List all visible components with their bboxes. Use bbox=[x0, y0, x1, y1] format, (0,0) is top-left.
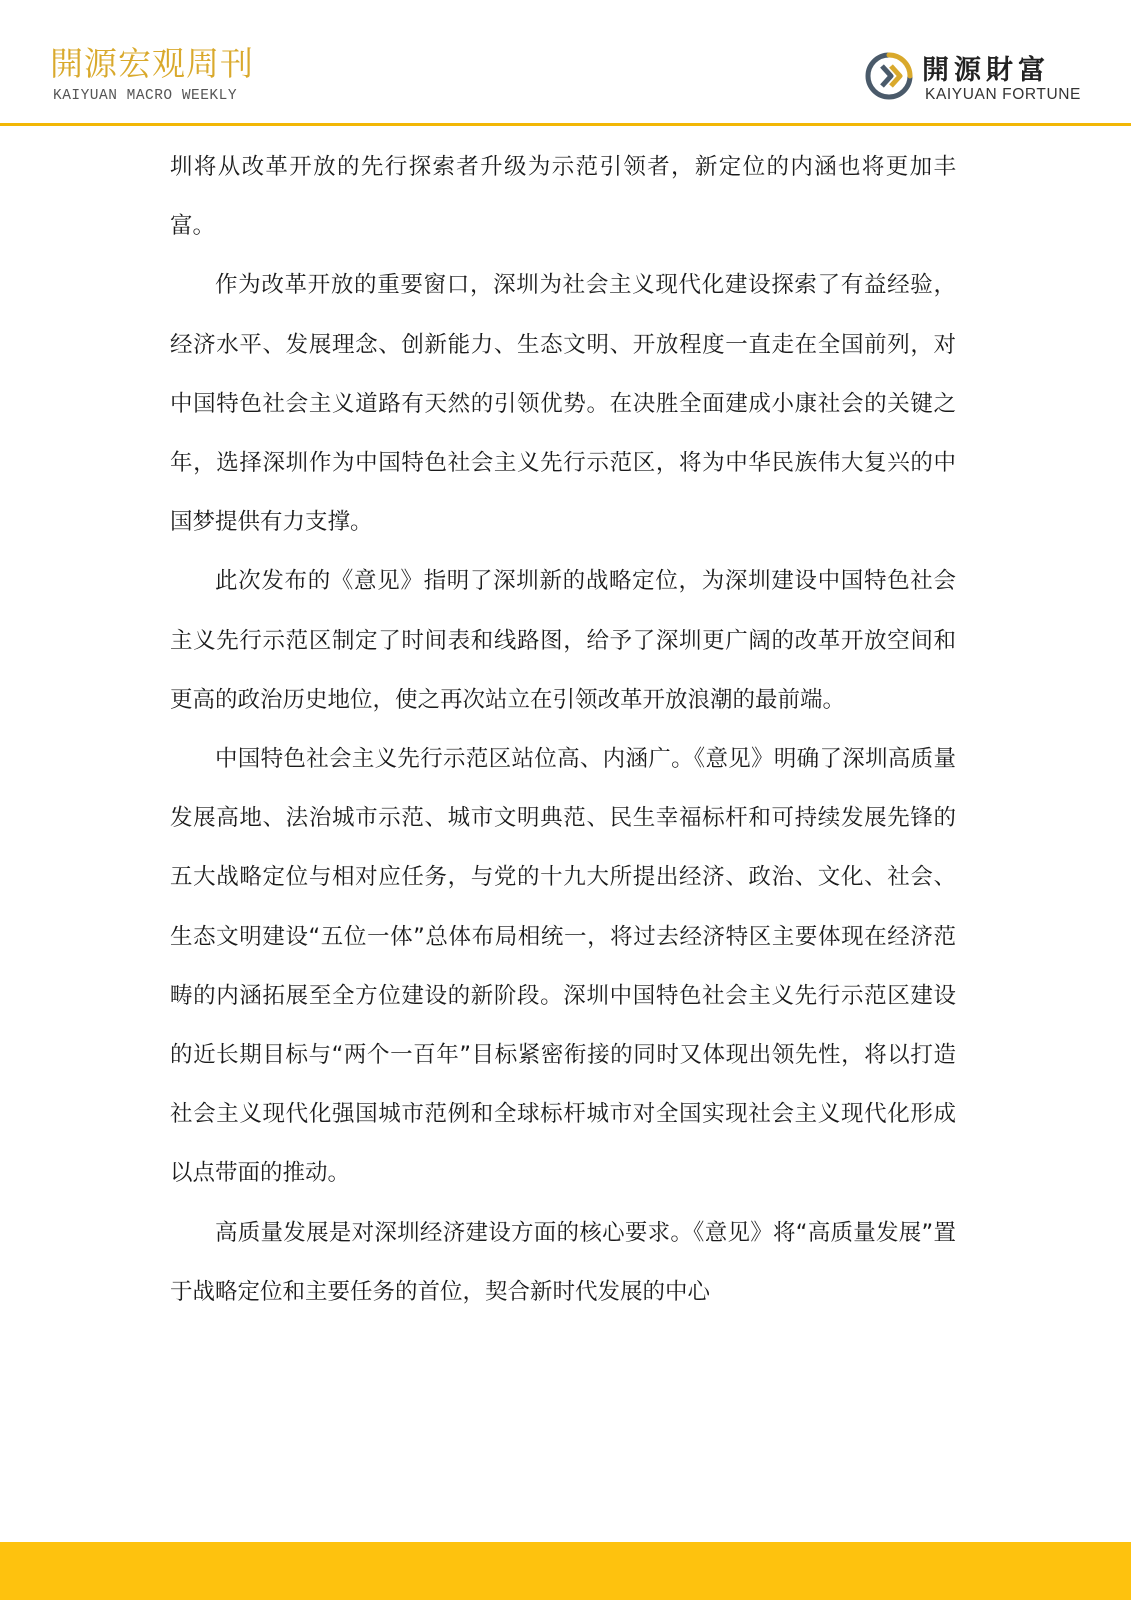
paragraph: 高质量发展是对深圳经济建设方面的核心要求。《意见》将“高质量发展”置于战略定位和主要任务的首位，契合新时代发展的中心 bbox=[170, 1219, 956, 1305]
paragraph: 圳将从改革开放的先行探索者升级为示范引领者，新定位的内涵也将更加丰富。 bbox=[170, 154, 956, 240]
journal-title: 開源宏观周刊 bbox=[50, 44, 254, 83]
article-body bbox=[170, 138, 956, 1322]
kaiyuan-logo-icon bbox=[864, 51, 914, 101]
paragraph: 此次发布的《意见》指明了深圳新的战略定位，为深圳建设中国特色社会主义先行示范区制定了时间表和线路图，给予了深圳更广阔的改革开放空间和更高的政治历史地位，使之再次站立在引领改革开放浪潮的最前端。 bbox=[170, 568, 956, 713]
page-header bbox=[0, 0, 1131, 126]
footer-bar bbox=[0, 1542, 1131, 1600]
paragraph: 作为改革开放的重要窗口，深圳为社会主义现代化建设探索了有益经验，经济水平、发展理念、创新能力、生态文明、开放程度一直走在全国前列，对中国特色社会主义道路有天然的引领优势。在决胜全面建成小康社会的关键之年，选择深圳作为中国特色社会主义先行示范区，将为中华民族伟大复兴的中国梦提供有力支撑。 bbox=[170, 272, 956, 536]
brand-name-en: KAIYUAN FORTUNE bbox=[925, 86, 1081, 103]
brand-name: 開源財富 bbox=[922, 55, 1050, 86]
header-divider bbox=[0, 123, 1131, 126]
paragraph: 中国特色社会主义先行示范区站位高、内涵广。《意见》明确了深圳高质量发展高地、法治城市示范、城市文明典范、民生幸福标杆和可持续发展先锋的五大战略定位与相对应任务，与党的十九大所提出经济、政治、文化、社会、生态文明建设“五位一体”总体布局相统一，将过去经济特区主要体现在经济范畴的内涵拓展至全方位建设的新阶段。深圳中国特色社会主义先行示范区建设的近长期目标与“两个一百年”目标紧密衔接的同时又体现出领先性，将以打造社会主义现代化强国城市范例和全球标杆城市对全国实现社会主义现代化形成以点带面的推动。 bbox=[170, 746, 956, 1187]
journal-subtitle: KAIYUAN MACRO WEEKLY bbox=[53, 88, 238, 104]
